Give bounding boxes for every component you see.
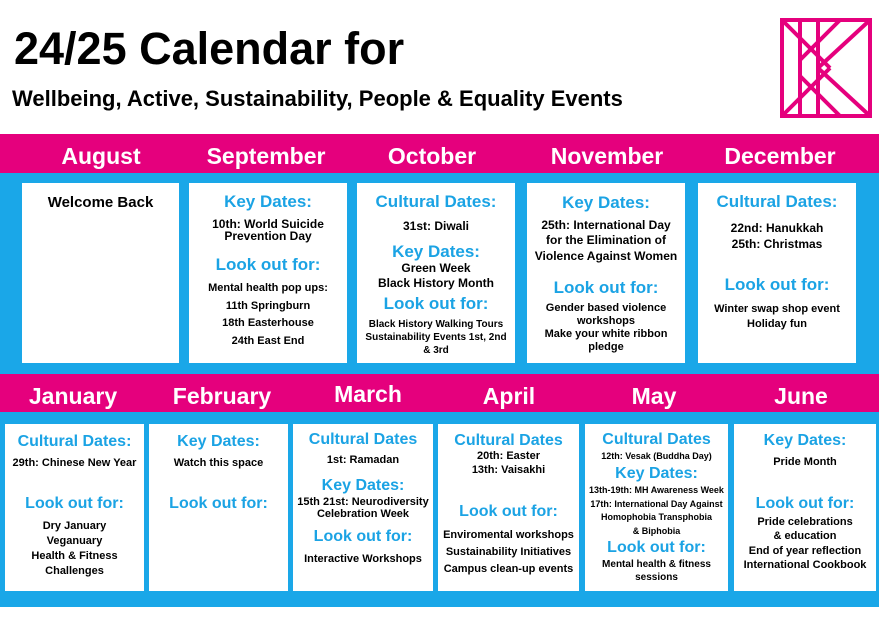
october-key-heading: Key Dates: — [392, 241, 480, 261]
month-november: November — [550, 143, 664, 169]
may-key-item: 13th-19th: MH Awareness Week — [589, 484, 724, 495]
september-look-item: 24th East End — [231, 335, 305, 348]
month-october: October — [387, 143, 477, 169]
month-august: August — [61, 143, 141, 169]
card-october — [357, 183, 515, 363]
march-look-heading: Look out for: — [313, 528, 413, 546]
november-key-item: 25th: International Day — [541, 217, 671, 232]
month-december: December — [724, 143, 836, 169]
april-cultural-heading: Cultural Dates — [454, 432, 563, 449]
march-cultural-item: 1st: Ramadan — [326, 454, 400, 467]
month-june: June — [774, 383, 828, 409]
card-april — [438, 424, 579, 591]
october-look-item: Black History Walking Tours — [368, 318, 504, 330]
october-look-item: Sustainability Events 1st, 2nd — [365, 331, 507, 343]
february-look-heading: Look out for: — [169, 494, 268, 512]
april-look-item: Enviromental workshops — [443, 529, 574, 542]
december-cultural-item: 25th: Christmas — [731, 236, 823, 251]
april-look-item: Campus clean-up events — [443, 563, 574, 576]
card-november — [527, 183, 685, 363]
card-august — [22, 183, 179, 363]
december-look-heading: Look out for: — [724, 274, 830, 294]
december-look-item: Holiday fun — [747, 318, 807, 331]
may-cultural-heading: Cultural Dates — [602, 431, 711, 448]
month-march: March — [334, 381, 402, 407]
october-cultural-item: 31st: Diwali — [402, 218, 470, 233]
february-key-heading: Key Dates: — [177, 433, 260, 450]
march-key-item: 15th 21st: Neurodiversity — [297, 495, 429, 508]
k-logo-icon — [778, 16, 874, 120]
september-key-line1: 10th: World Suicide — [212, 216, 324, 231]
april-look-item: Sustainability Initiatives — [445, 546, 572, 559]
november-key-item: Violence Against Women — [534, 248, 678, 263]
april-look-heading: Look out for: — [459, 502, 558, 520]
january-look-item: Veganuary — [46, 534, 103, 547]
june-key-item: Pride Month — [773, 456, 837, 469]
card-december — [698, 183, 856, 363]
november-look-item: workshops — [576, 315, 636, 328]
may-look-heading: Look out for: — [607, 539, 706, 557]
september-key-line2: Prevention Day — [224, 229, 312, 244]
card-february — [149, 424, 288, 591]
may-key-heading: Key Dates: — [615, 465, 698, 483]
september-look-item: Mental health pop ups: — [208, 282, 328, 295]
december-look-item: Winter swap shop event — [714, 303, 840, 316]
card-june — [734, 424, 876, 591]
october-look-heading: Look out for: — [383, 294, 489, 314]
may-key-item: 17th: International Day Against — [590, 498, 723, 509]
month-january: January — [28, 383, 118, 409]
card-may — [585, 424, 728, 591]
may-look-item: Mental health & fitness — [602, 558, 711, 570]
may-look-item: sessions — [635, 571, 678, 583]
january-look-heading: Look out for: — [25, 494, 124, 512]
card-march — [293, 424, 433, 591]
month-september: September — [206, 143, 326, 169]
december-cultural-heading: Cultural Dates: — [716, 192, 838, 211]
month-may: May — [631, 383, 677, 409]
november-look-item: Gender based violence — [545, 301, 667, 314]
may-key-item: Homophobia Transphobia — [600, 512, 712, 523]
page-subtitle: Wellbeing, Active, Sustainability, People & Equality Events — [12, 86, 623, 111]
november-look-item: pledge — [588, 341, 624, 354]
october-cultural-heading: Cultural Dates: — [375, 192, 497, 211]
card-september — [189, 183, 347, 363]
june-look-heading: Look out for: — [755, 494, 855, 512]
january-look-item: Dry January — [42, 519, 107, 532]
month-april: April — [482, 383, 536, 409]
november-key-item: for the Elimination of — [546, 233, 666, 248]
november-look-item: Make your white ribbon — [544, 328, 668, 341]
october-look-item: & 3rd — [423, 344, 449, 356]
may-key-item: & Biphobia — [632, 526, 681, 537]
june-look-item: End of year reflection — [748, 544, 862, 557]
november-key-heading: Key Dates: — [562, 193, 650, 212]
june-look-item: International Cookbook — [743, 558, 867, 571]
april-cultural-item: 13th: Vaisakhi — [471, 463, 546, 476]
august-text: Welcome Back — [47, 194, 154, 211]
october-key-item: Green Week — [401, 261, 471, 276]
september-key-heading: Key Dates: — [224, 192, 312, 211]
january-cultural-item: 29th: Chinese New Year — [12, 457, 137, 470]
page-title: 24/25 Calendar for — [14, 23, 405, 74]
january-look-item: Challenges — [45, 564, 104, 577]
january-cultural-heading: Cultural Dates: — [17, 433, 132, 450]
june-key-heading: Key Dates: — [763, 432, 847, 449]
card-january — [5, 424, 144, 591]
september-look-item: 18th Easterhouse — [222, 317, 314, 330]
september-look-item: 11th Springburn — [225, 299, 311, 312]
april-cultural-item: 20th: Easter — [477, 450, 540, 463]
march-key-item: Celebration Week — [316, 508, 410, 521]
february-key-item: Watch this space — [173, 457, 264, 470]
march-key-heading: Key Dates: — [321, 476, 405, 494]
october-key-item: Black History Month — [377, 275, 494, 290]
may-cultural-item: 12th: Vesak (Buddha Day) — [601, 451, 712, 462]
row2-month-band — [0, 374, 879, 412]
november-look-heading: Look out for: — [553, 278, 659, 298]
january-look-item: Health & Fitness — [31, 549, 118, 562]
june-look-item: & education — [773, 530, 837, 543]
december-cultural-item: 22nd: Hanukkah — [730, 220, 824, 235]
june-look-item: Pride celebrations — [757, 515, 853, 528]
march-look-item: Interactive Workshops — [304, 552, 422, 565]
march-cultural-heading: Cultural Dates — [308, 431, 418, 448]
month-february: February — [172, 383, 272, 409]
september-look-heading: Look out for: — [215, 254, 321, 274]
